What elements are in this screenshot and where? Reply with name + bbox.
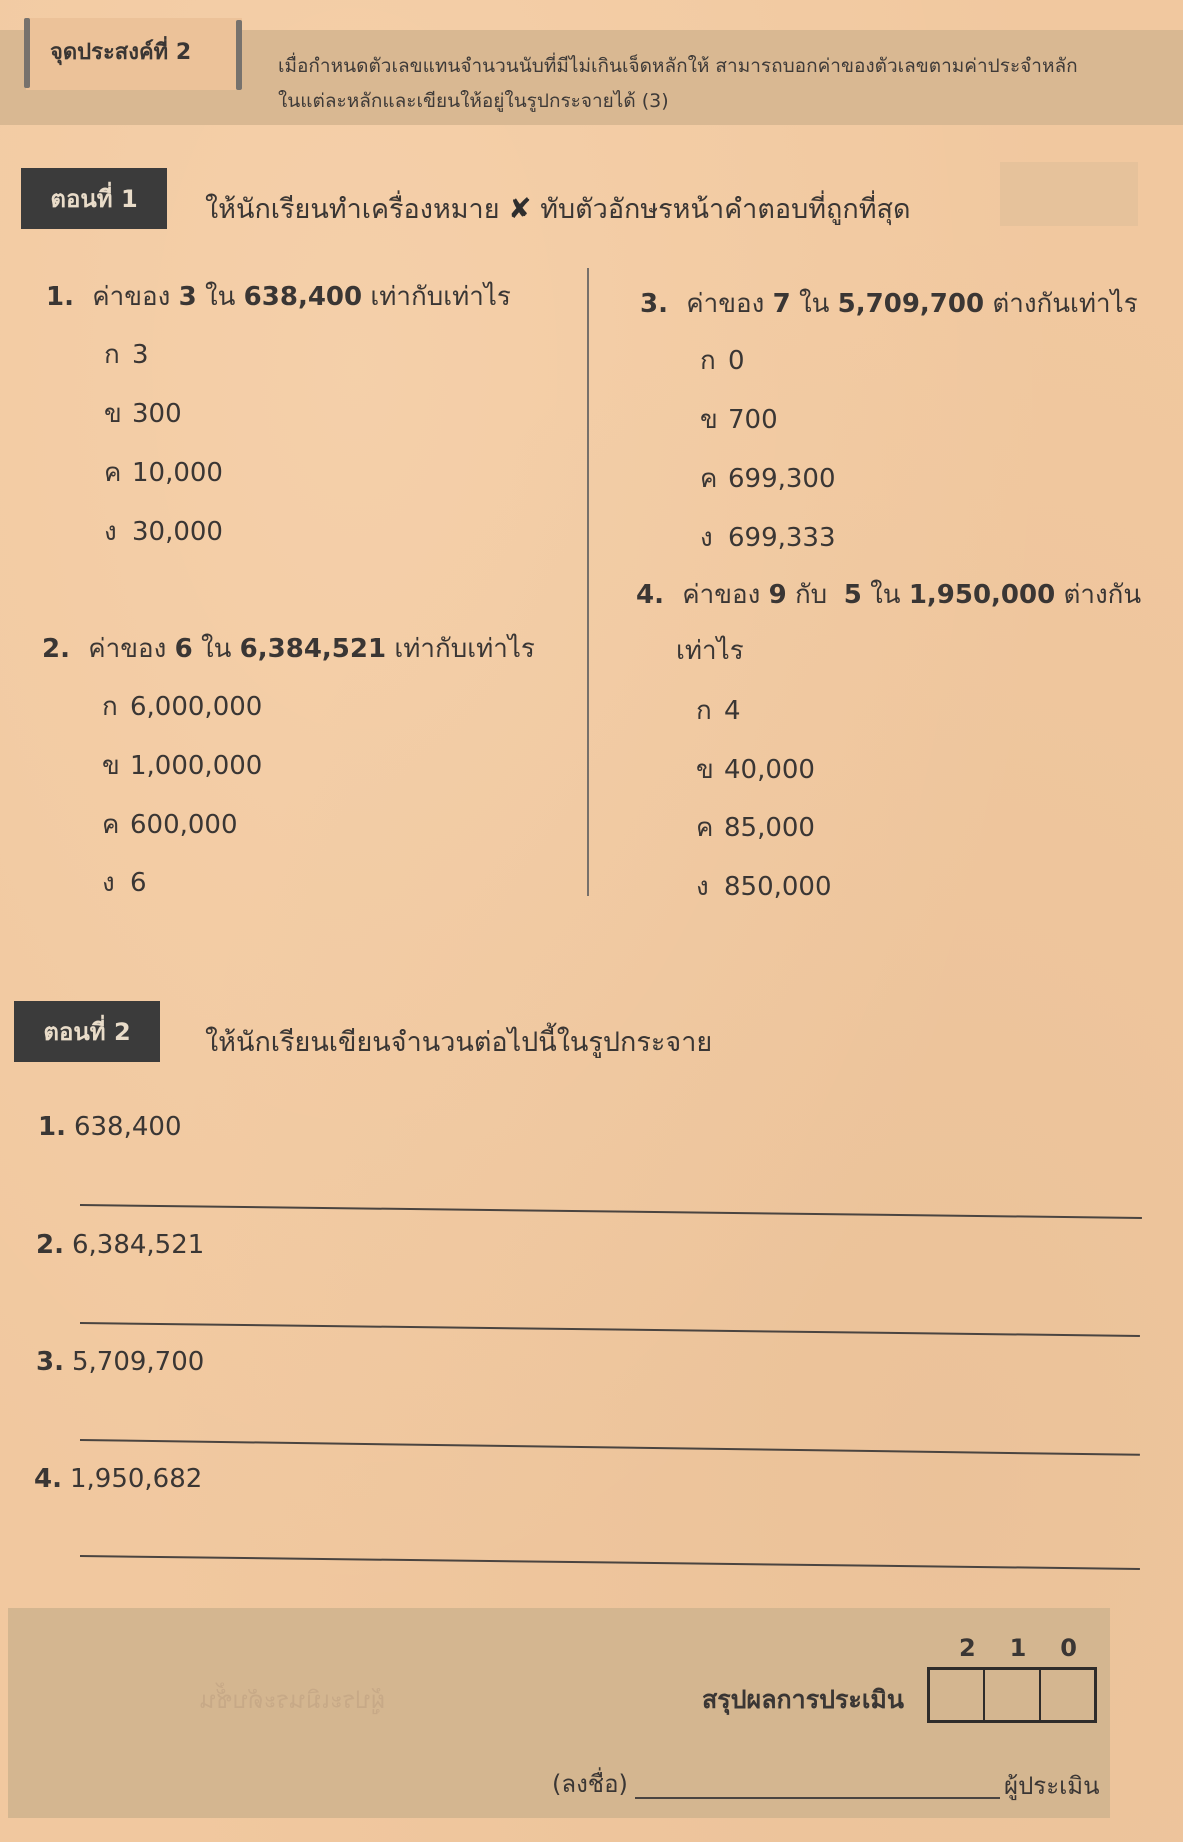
score-cell-0[interactable] [1041,1670,1094,1720]
q1-choice-b[interactable]: ข 300 [104,399,182,429]
q3-choice-d[interactable]: ง 699,333 [700,523,836,553]
q4-choice-c[interactable]: ค 85,000 [696,813,815,843]
q2-choice-b[interactable]: ข 1,000,000 [102,751,263,781]
q2-choice-c[interactable]: ค 600,000 [102,810,238,840]
signature-line[interactable] [635,1797,1000,1799]
score-box [927,1667,1097,1723]
score-cell-1[interactable] [985,1670,1040,1720]
q4-choice-b[interactable]: ข 40,000 [696,755,815,785]
left-bracket-icon [24,18,30,88]
question-2: 2. ค่าของ 6 ใน 6,384,521 เท่ากับเท่าไร [42,634,535,664]
score-header-0: 0 [1060,1634,1077,1662]
objective-label: จุดประสงค์ที่ 2 [50,40,192,65]
objective-text-line1: เมื่อกำหนดตัวเลขแทนจำนวนนับที่มีไม่เกินเจ็ดหลักให้ สามารถบอกค่าของตัวเลขตามค่าประจำหลัก [278,55,1078,77]
q3-choice-c[interactable]: ค 699,300 [700,464,836,494]
evaluation-label: สรุปผลการประเมิน [702,1685,904,1714]
q1-choice-d[interactable]: ง 30,000 [104,517,223,547]
score-cell-2[interactable] [930,1670,985,1720]
q1-choice-c[interactable]: ค 10,000 [104,458,223,488]
q2-choice-d[interactable]: ง 6 [102,868,147,898]
score-header-1: 1 [1009,1634,1027,1662]
part1-instruction-after: ทับตัวอักษรหน้าคำตอบที่ถูกที่สุด [540,194,911,225]
right-bracket-icon [236,20,242,90]
part2-item-1: 1. 638,400 [38,1112,182,1142]
part2-item-2: 2. 6,384,521 [36,1230,205,1260]
q1-choice-a[interactable]: ก 3 [104,340,149,370]
bleed-through-text: ผู้ประเมินระดับชั้น [200,1686,385,1714]
faded-box [1000,162,1138,226]
score-header-2: 2 [958,1634,976,1662]
sign-label: (ลงชื่อ) [552,1770,628,1798]
score-headers [942,1634,1094,1662]
question-3: 3. ค่าของ 7 ใน 5,709,700 ต่างกันเท่าไร [640,289,1138,319]
part2-item-4: 4. 1,950,682 [34,1464,203,1494]
q4-choice-a[interactable]: ก 4 [696,696,741,726]
part1-badge: ตอนที่ 1 [21,168,167,229]
part2-badge: ตอนที่ 2 [14,1001,160,1062]
part2-instruction: ให้นักเรียนเขียนจำนวนต่อไปนี้ในรูปกระจาย [205,1027,713,1058]
objective-text-line2: ในแต่ละหลักและเขียนให้อยู่ในรูปกระจายได้ (3) [278,90,669,112]
q3-choice-b[interactable]: ข 700 [700,405,778,435]
q3-choice-a[interactable]: ก 0 [700,346,745,376]
q4-choice-d[interactable]: ง 850,000 [696,872,832,902]
question-4-line2: เท่าไร [676,636,744,666]
part1-instruction [205,187,911,230]
question-4: 4. ค่าของ 9 กับ 5 ใน 1,950,000 ต่างกัน [636,580,1142,610]
x-mark-icon: ✘ [508,192,532,225]
part1-instruction-before: ให้นักเรียนทำเครื่องหมาย [205,194,500,225]
q2-choice-a[interactable]: ก 6,000,000 [102,692,263,722]
question-1: 1. ค่าของ 3 ใน 638,400 เท่ากับเท่าไร [46,282,511,312]
column-divider [587,268,589,896]
part2-item-3: 3. 5,709,700 [36,1347,205,1377]
evaluator-label: ผู้ประเมิน [1004,1772,1100,1800]
